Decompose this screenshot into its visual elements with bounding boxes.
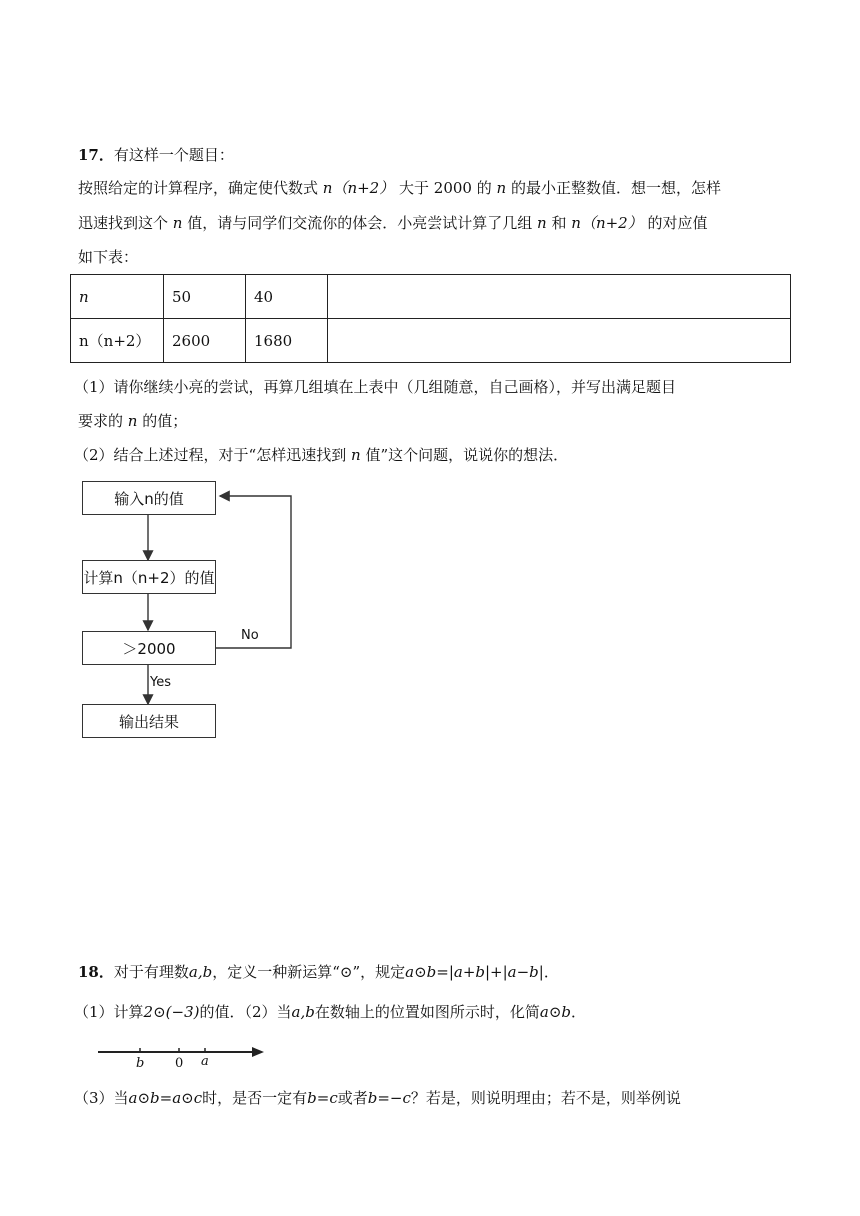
table-cell: 1680	[246, 319, 328, 363]
q18-intro-vars: a,b	[188, 963, 213, 981]
q18-part1-expr2: a⊙b	[539, 1003, 571, 1021]
table-cell: 2600	[164, 319, 246, 363]
table-cell-label: n（n+2）	[71, 319, 164, 363]
number-line-label-b: b	[136, 1056, 145, 1071]
q18-number: 18．	[78, 963, 114, 981]
q17-heading	[78, 145, 234, 165]
flowchart-connectors	[78, 478, 296, 740]
q18-part3-b: 时，是否一定有	[202, 1089, 308, 1107]
q18-intro-b: ，定义一种新运算“⊙”，规定	[212, 963, 406, 981]
q17-part2	[74, 445, 568, 465]
table-cell: 50	[164, 275, 246, 319]
q18-part1-a: （1）计算	[74, 1003, 144, 1021]
flow-step-compare: ＞2000	[82, 631, 216, 665]
q17-number: 17．	[78, 146, 114, 164]
q17-table	[70, 274, 791, 363]
q17-line2-b: 值，请与同学们交流你的体会．小亮尝试计算了几组	[187, 214, 533, 232]
q18-part3-expr: a⊙b=a⊙c	[128, 1089, 203, 1107]
q17-line1-expr: n（n+2）	[322, 179, 395, 197]
flow-no-label: No	[241, 628, 259, 643]
q17-part1-c: 的值；	[142, 412, 188, 430]
q17-part1-line1: （1）请你继续小亮的尝试，再算几组填在上表中（几组随意，自己画格），并写出满足题目	[74, 378, 677, 396]
q18-part3-c: 或者	[337, 1089, 368, 1107]
table-cell-empty	[328, 319, 791, 363]
q18-part1-expr: 2⊙(−3)	[143, 1003, 200, 1021]
flow-yes-label: Yes	[150, 675, 171, 690]
q18-intro	[78, 962, 559, 982]
table-row	[71, 319, 791, 363]
q17-line2-n: n	[172, 214, 183, 232]
q17-line1-a: 按照给定的计算程序，确定使代数式	[78, 179, 319, 197]
q17-line1-n: n	[496, 179, 507, 197]
q17-title: 有这样一个题目：	[113, 146, 234, 164]
number-line	[96, 1042, 266, 1076]
q18-part1-vars: a,b	[291, 1003, 315, 1021]
table-cell-empty	[328, 275, 791, 319]
table-cell-label: n	[71, 275, 164, 319]
q17-line1-b: 大于 2000 的	[399, 179, 492, 197]
q17-part2-a: （2）结合上述过程，对于“怎样迅速找到	[74, 446, 347, 464]
q18-part1-end: ．	[571, 1003, 587, 1021]
q17-line1-c: 的最小正整数值．想一想，怎样	[510, 179, 721, 197]
q18-part1-c: 在数轴上的位置如图所示时，化简	[314, 1003, 540, 1021]
q18-intro-def: a⊙b=|a+b|+|a−b|	[405, 963, 544, 981]
flow-step-compute: 计算n（n+2）的值	[82, 560, 216, 594]
q18-part1	[74, 1002, 586, 1022]
q17-line2-n2: n	[537, 214, 547, 232]
table-row	[71, 275, 791, 319]
q17-part1-b: 要求的	[78, 412, 124, 430]
q17-line2	[78, 213, 708, 233]
q18-part3	[74, 1088, 681, 1108]
q17-part1-line2	[78, 411, 187, 431]
q18-intro-end: ．	[543, 963, 559, 981]
q18-intro-a: 对于有理数	[113, 963, 189, 981]
q17-line2-c: 和	[551, 214, 567, 232]
q18-part3-d: ？若是，则说明理由；若不是，则举例说	[410, 1089, 681, 1107]
q17-line2-a: 迅速找到这个	[78, 214, 169, 232]
flow-step-output: 输出结果	[82, 704, 216, 738]
q17-line1	[78, 178, 721, 198]
flow-step-input: 输入n的值	[82, 481, 216, 515]
q17-line2-expr: n（n+2）	[571, 214, 643, 232]
table-cell: 40	[246, 275, 328, 319]
flowchart	[78, 478, 296, 740]
q17-line2-d: 的对应值	[647, 214, 708, 232]
q18-part3-a: （3）当	[74, 1089, 129, 1107]
q17-part2-n: n	[351, 446, 361, 464]
q17-part1-n: n	[127, 412, 138, 430]
q18-part1-b: 的值．（2）当	[199, 1003, 292, 1021]
q18-part3-c1: b=c	[307, 1089, 338, 1107]
number-line-label-a: a	[201, 1054, 209, 1069]
number-line-label-0: 0	[175, 1056, 184, 1071]
q17-line3: 如下表：	[78, 248, 139, 266]
q17-part2-b: 值”这个问题，说说你的想法．	[365, 446, 569, 464]
q18-part3-c2: b=−c	[367, 1089, 411, 1107]
